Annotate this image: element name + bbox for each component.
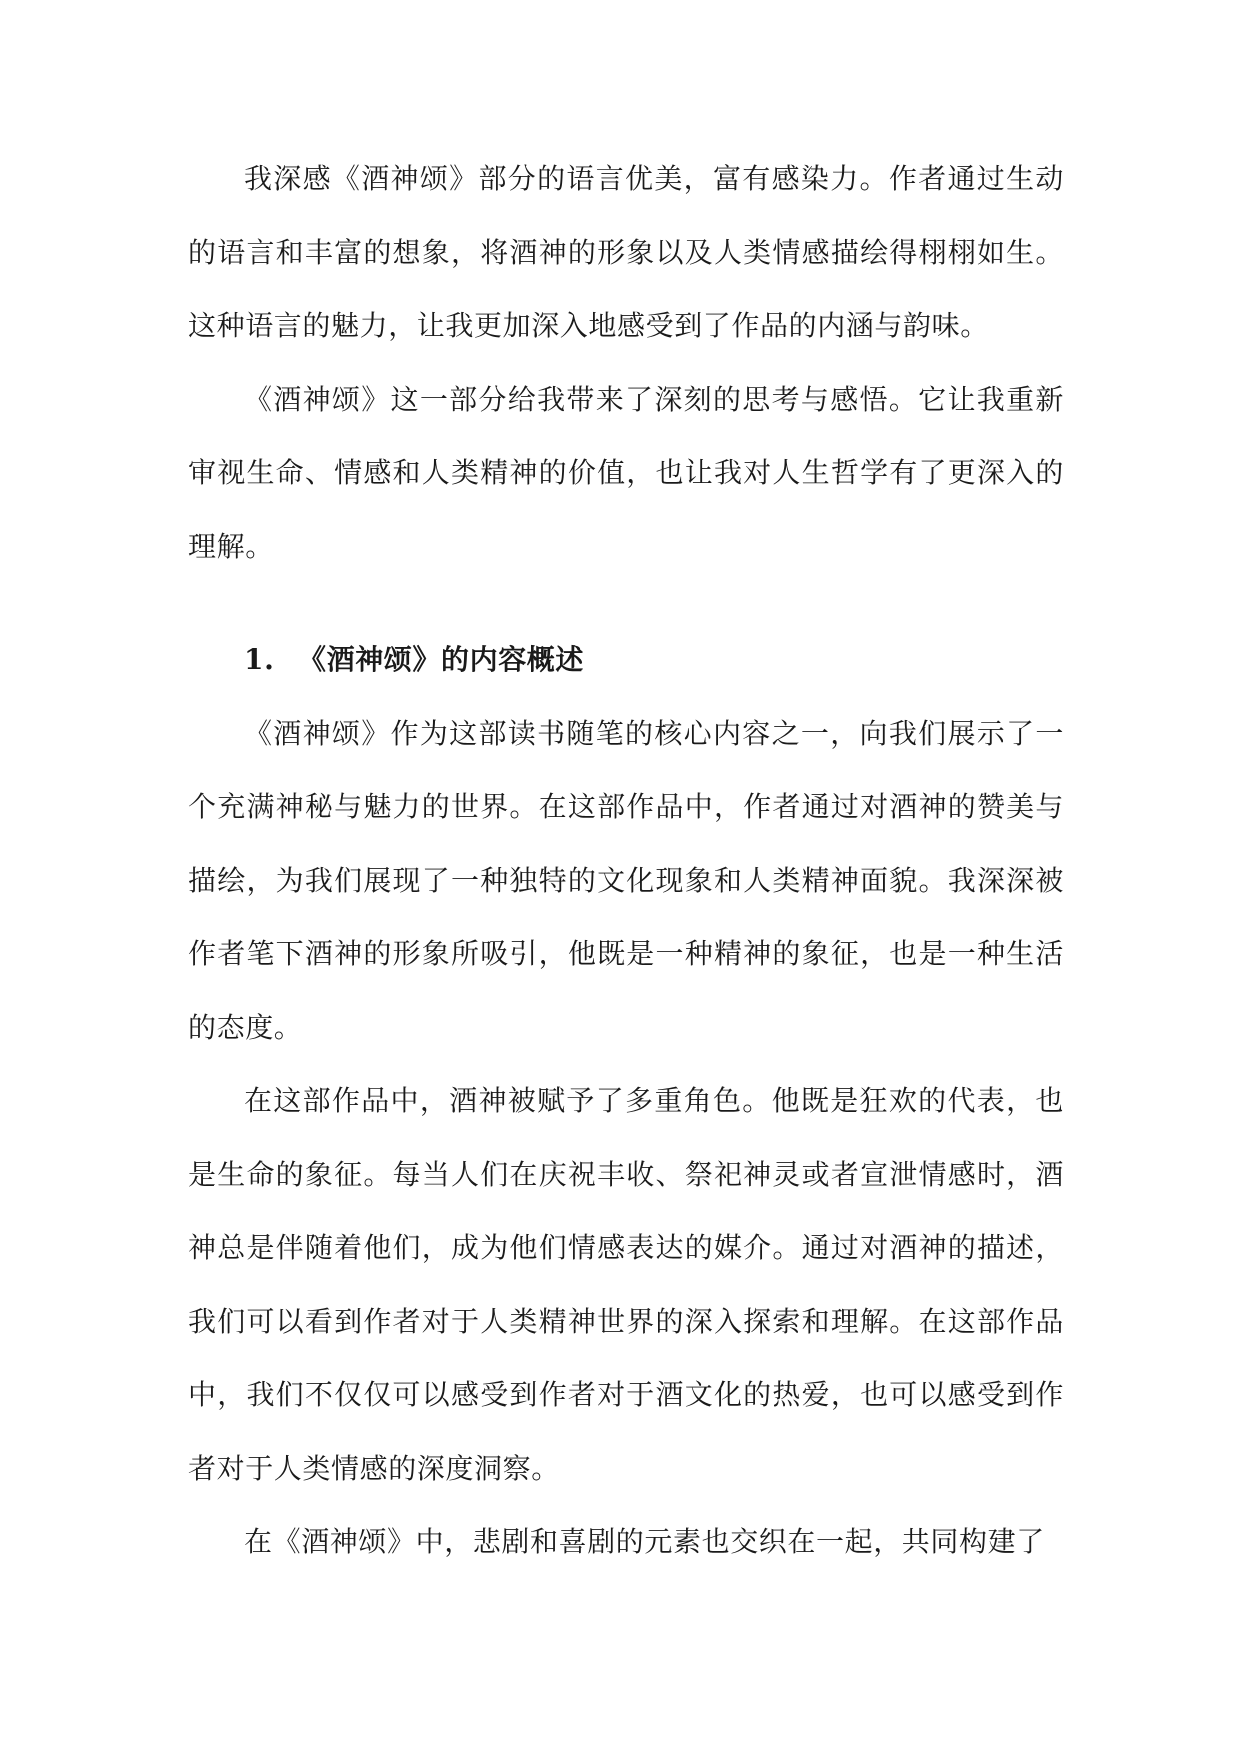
paragraph-roles: 在这部作品中，酒神被赋予了多重角色。他既是狂欢的代表，也是生命的象征。每当人们在庆祝丰收、祭祀神灵或者宣泄情感时，酒神总是伴随着他们，成为他们情感表达的媒介。通过对酒神的描述，我们可以看到作者对于人类精神世界的深入探索和理解。在这部作品中，我们不仅仅可以感受到作者对于酒文化的热爱，也可以感受到作者对于人类情感的深度洞察。	[188, 1084, 1064, 1485]
section-heading	[188, 623, 1064, 697]
paragraph-overview: 《酒神颂》作为这部读书随笔的核心内容之一，向我们展示了一个充满神秘与魅力的世界。在这部作品中，作者通过对酒神的赞美与描绘，为我们展现了一种独特的文化现象和人类精神面貌。我深深被作者笔下酒神的形象所吸引，他既是一种精神的象征，也是一种生活的态度。	[188, 716, 1064, 1044]
section-number: 1.	[244, 643, 275, 676]
paragraph-reflection: 《酒神颂》这一部分给我带来了深刻的思考与感悟。它让我重新审视生命、情感和人类精神的价值，也让我对人生哲学有了更深入的理解。	[188, 382, 1064, 563]
paragraph-tragedy-comedy: 在《酒神颂》中，悲剧和喜剧的元素也交织在一起，共同构建了	[244, 1525, 1045, 1558]
document-body	[188, 142, 1064, 1579]
section-title: 《酒神颂》的内容概述	[298, 643, 585, 676]
paragraph-language-beauty: 我深感《酒神颂》部分的语言优美，富有感染力。作者通过生动的语言和丰富的想象，将酒神的形象以及人类情感描绘得栩栩如生。这种语言的魅力，让我更加深入地感受到了作品的内涵与韵味。	[188, 162, 1064, 342]
